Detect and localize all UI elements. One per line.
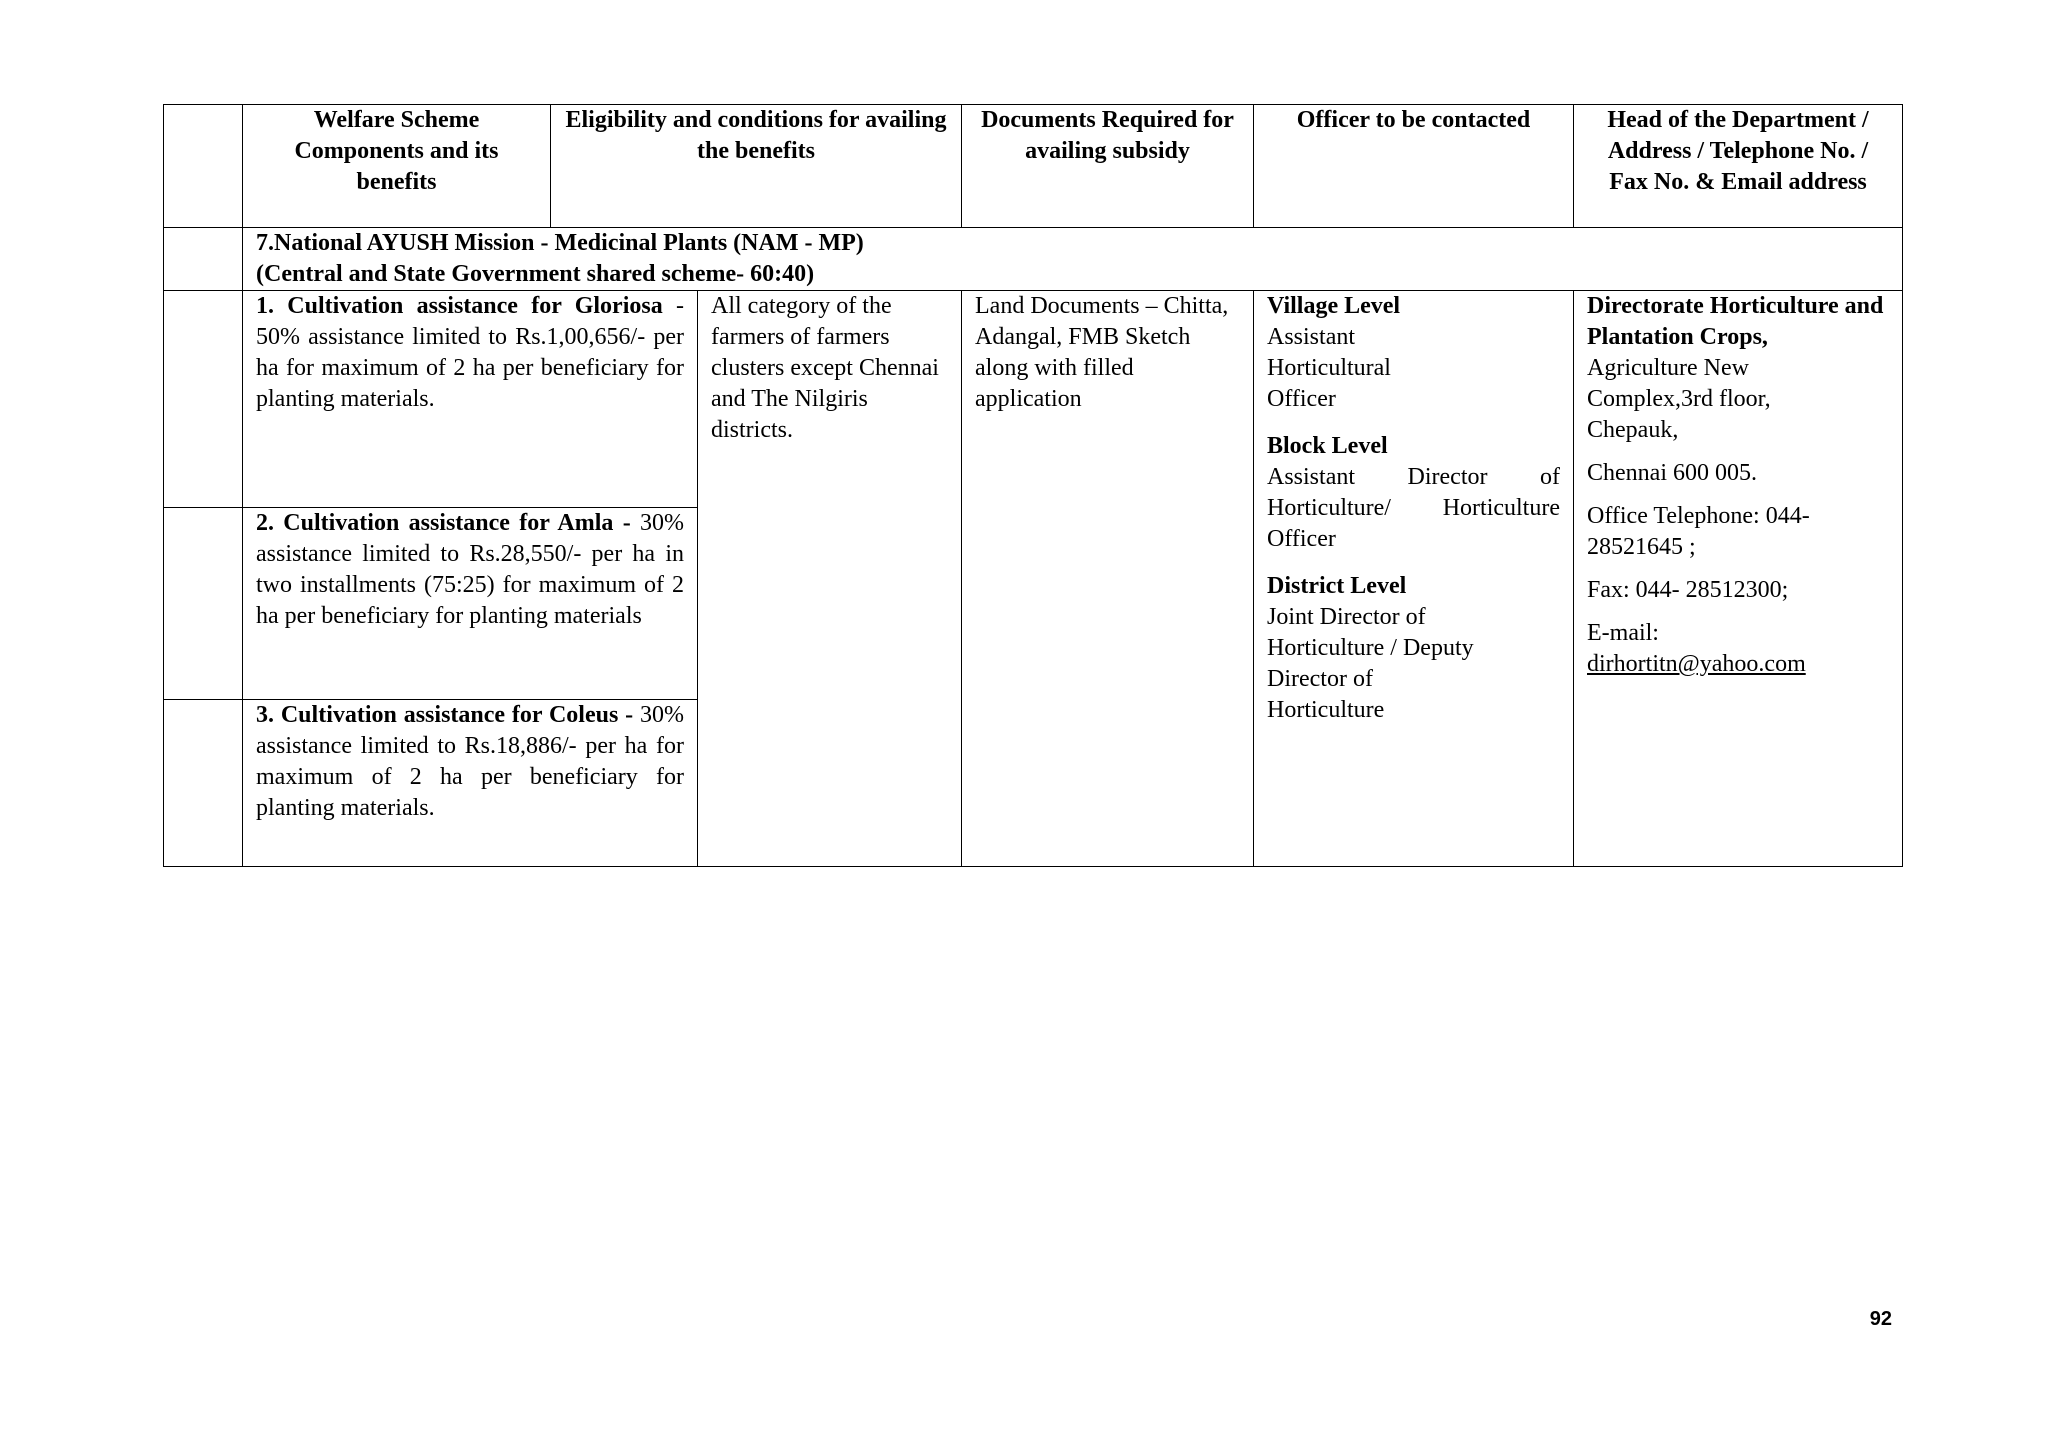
officer-block-text: Assistant Director of Horticulture/ Horticulture Officer [1267, 464, 1560, 552]
department-name: Directorate Horticulture and Plantation Crops, [1587, 293, 1884, 350]
eligibility-cell: All category of the farmers of farmers clusters except Chennai and The Nilgiris districts. [698, 291, 962, 867]
officer-block-heading: Block Level [1267, 433, 1388, 459]
department-city: Chennai 600 005. [1587, 460, 1757, 486]
table-header-row [164, 105, 1903, 228]
officer-cell [1254, 291, 1574, 867]
scheme-title-line1: 7.National AYUSH Mission - Medicinal Plants (NAM - MP) [256, 230, 864, 256]
department-email-link[interactable]: dirhortitn@yahoo.com [1587, 651, 1806, 677]
header-head-of-department: Head of the Department / Address / Telephone No. / Fax No. & Email address [1574, 105, 1903, 228]
officer-village-text: Assistant Horticultural Officer [1267, 324, 1391, 412]
documents-cell: Land Documents – Chitta, Adangal, FMB Sketch along with filled application [962, 291, 1254, 867]
head-of-department-cell [1574, 291, 1903, 867]
department-address: Agriculture New Complex,3rd floor, Chepauk, [1587, 355, 1771, 443]
component-body: - 50% assistance limited to Rs.1,00,656/- per ha for maximum of 2 ha per beneficiary for planting materials. [256, 293, 685, 412]
scheme-serial-cell [164, 228, 243, 291]
component-body: 30% assistance limited to Rs.28,550/- per ha in two installments (75:25) for maximum of 2 ha per beneficiary for planting materials [256, 510, 684, 629]
page-number: 92 [1869, 1308, 1892, 1330]
scheme-title-line2: (Central and State Government shared scheme- 60:40) [256, 261, 815, 287]
header-components: Welfare Scheme Components and its benefits [243, 105, 551, 228]
component-body: 30% assistance limited to Rs.18,886/- per ha for maximum of 2 ha per beneficiary for planting materials. [256, 702, 685, 821]
officer-village-heading: Village Level [1267, 293, 1401, 319]
component-title: 2. Cultivation assistance for Amla - [256, 510, 631, 536]
row-serial-cell [164, 508, 243, 700]
component-gloriosa [243, 291, 698, 508]
officer-district-text: Joint Director of Horticulture / Deputy Director of Horticulture [1267, 604, 1474, 723]
table-row [164, 291, 1903, 508]
header-serial [164, 105, 243, 228]
officer-district-heading: District Level [1267, 573, 1407, 599]
row-serial-cell [164, 700, 243, 867]
scheme-title-row [164, 228, 1903, 291]
scheme-table [163, 104, 1903, 867]
row-serial-cell [164, 291, 243, 508]
component-title: 1. Cultivation assistance for Gloriosa [256, 293, 663, 319]
department-email-label: E-mail: [1587, 620, 1659, 646]
scheme-title [243, 228, 1903, 291]
header-documents: Documents Required for availing subsidy [962, 105, 1254, 228]
header-officer: Officer to be contacted [1254, 105, 1574, 228]
header-eligibility: Eligibility and conditions for availing the benefits [551, 105, 962, 228]
component-coleus [243, 700, 698, 867]
department-telephone: Office Telephone: 044-28521645 ; [1587, 503, 1810, 560]
component-amla [243, 508, 698, 700]
component-title: 3. Cultivation assistance for Coleus - [256, 702, 634, 728]
department-fax: Fax: 044- 28512300; [1587, 577, 1789, 603]
